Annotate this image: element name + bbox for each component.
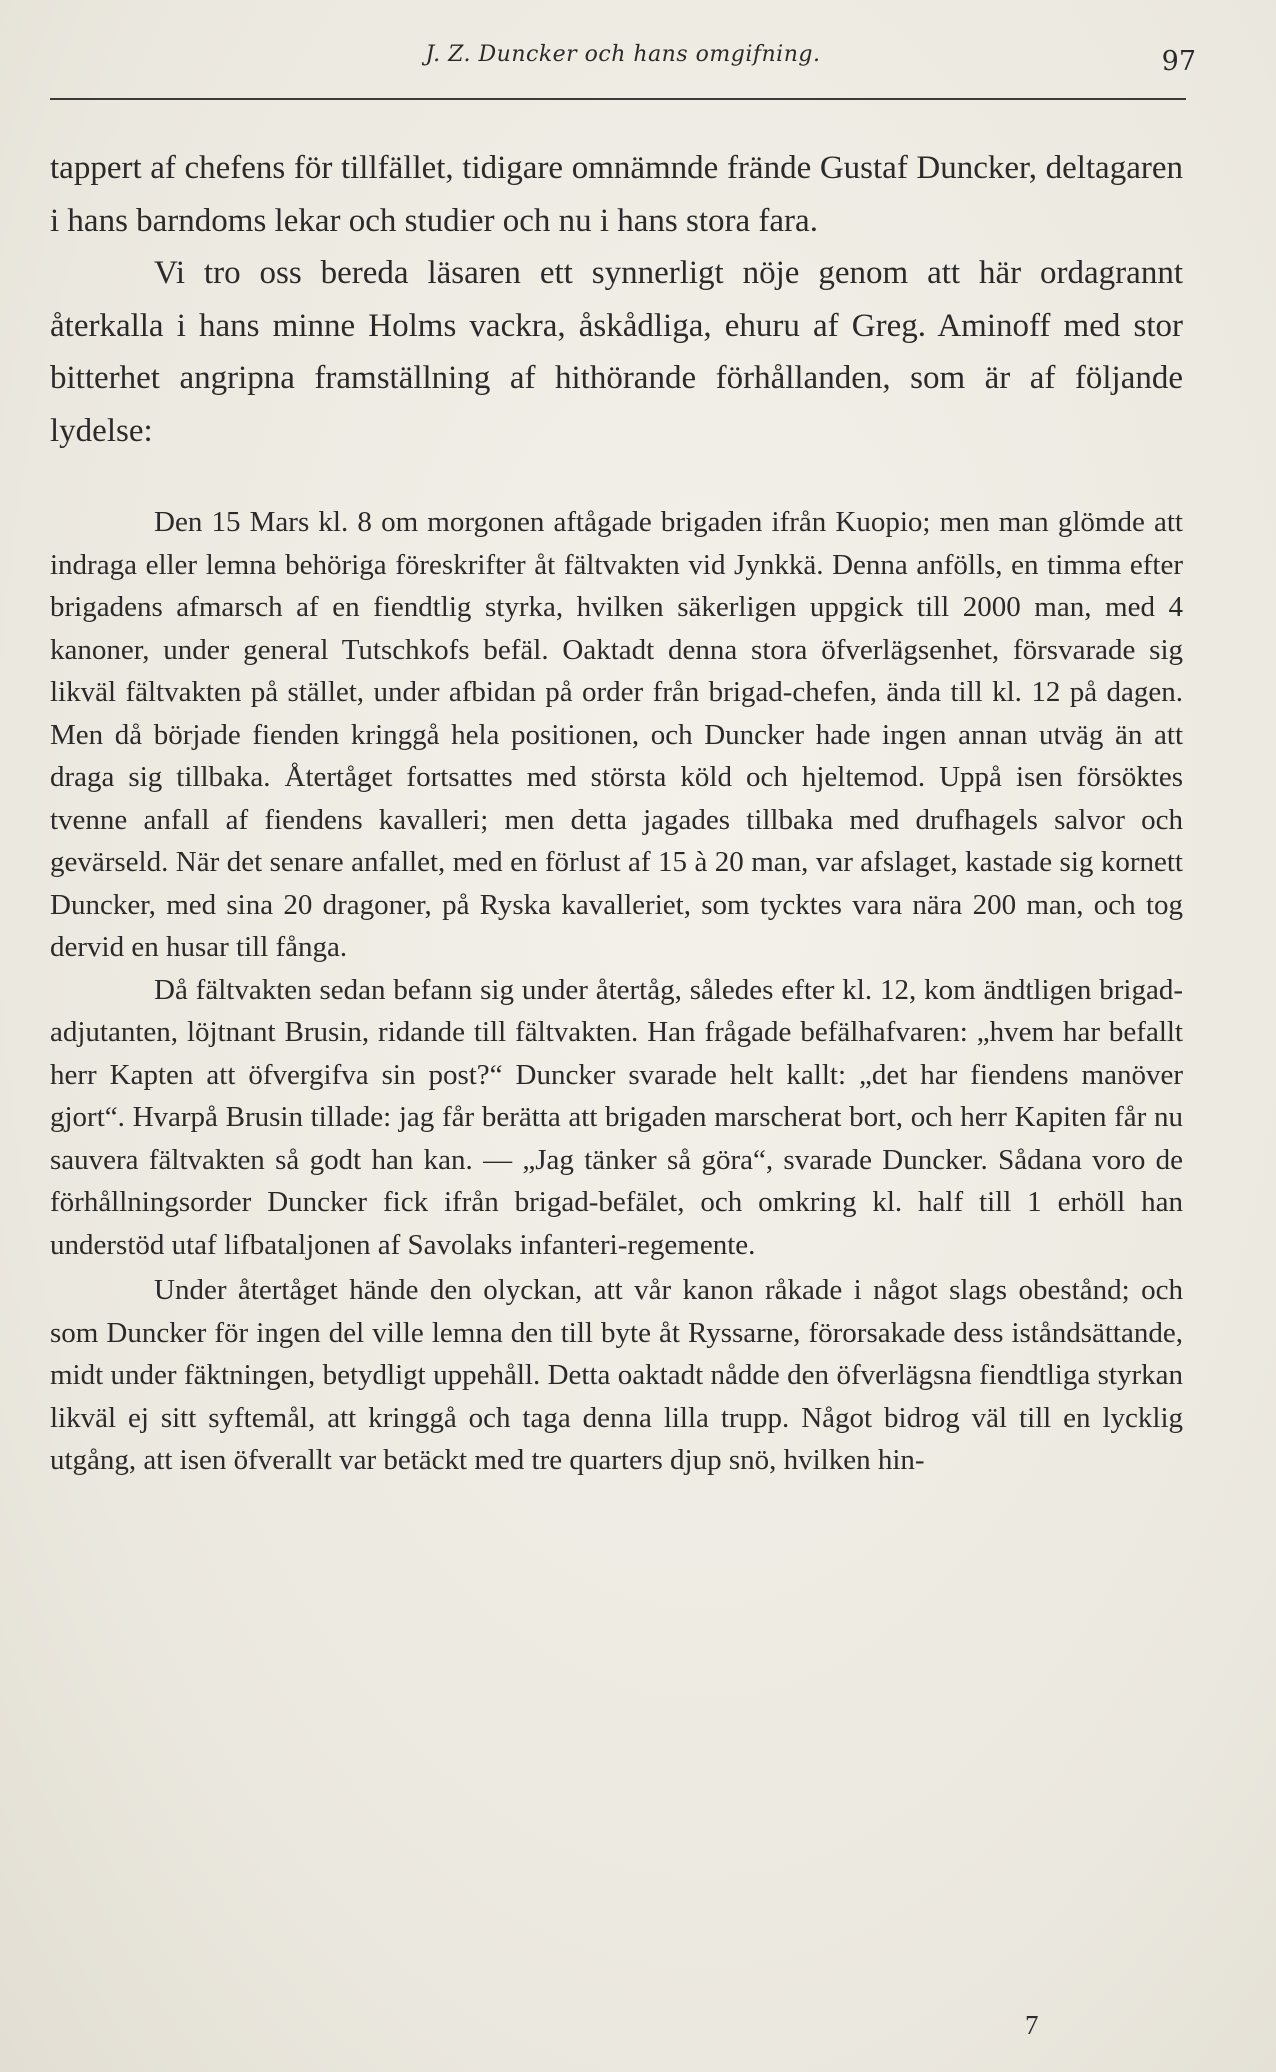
signature-mark: 7 [1025, 2010, 1039, 2040]
paragraph-continuation: tappert af chefens för tillfället, tidigare omnämnde frände Gustaf Duncker, deltagaren i hans barndoms lekar och studier och nu i hans stora fara. [50, 150, 1183, 239]
quote-spacer [50, 457, 1183, 501]
quote-paragraph: Den 15 Mars kl. 8 om morgonen aftågade brigaden ifrån Kuopio; men man glömde att indraga eller lemna behöriga föreskrifter åt fältvakten vid Jynkkä. Denna anfölls, en timma efter brigadens afmarsch af en fiendtlig styrka, hvilken säkerligen uppgick till 2000 man, med 4 kanoner, under general Tutschkofs befäl. Oaktadt denna stora öfverlägsenhet, försvarade sig likväl fältvakten på stället, under afbidan på order från brigad-chefen, ända till kl. 12 på dagen. Men då började fienden kringgå hela positionen, och Duncker hade ingen annan utväg än att draga sig tillbaka. Återtåget fortsattes med största köld och hjeltemod. Uppå isen försöktes tvenne anfall af fiendens kavalleri; men detta jagades tillbaka med drufhagels salvor och gevärseld. När det senare anfallet, med en förlust af 15 à 20 man, var afslaget, kastade sig kornett Duncker, med sina 20 dragoner, på Ryska kavalleriet, som tycktes vara nära 200 man, och tog dervid en husar till fånga. [50, 506, 1183, 963]
running-title: J. Z. Duncker och hans omgifning. [425, 42, 821, 67]
running-head [50, 42, 1196, 82]
body-text [50, 142, 1183, 1482]
header-rule [50, 98, 1186, 100]
quote-paragraph: Under återtåget hände den olyckan, att vår kanon råkade i något slags obestånd; och som Duncker för ingen del ville lemna den till byte åt Ryssarne, förorsakade dess iståndsättande, midt under fäktningen, betydligt uppehåll. Detta oaktadt nådde den öfverlägsna fiendtliga styrkan likväl ej sitt syftemål, att kringgå och taga denna lilla trupp. Något bidrog väl till en lycklig utgång, att isen öfverallt var betäckt med tre quarters djup snö, hvilken hin- [50, 1274, 1183, 1476]
paragraph-intro: Vi tro oss bereda läsaren ett synnerligt nöje genom att här ordagrannt återkalla i hans minne Holms vackra, åskådliga, ehuru af Greg. Aminoff med stor bitterhet angripna framställning af hithörande förhållanden, som är af följande lydelse: [50, 255, 1183, 449]
page-number: 97 [1161, 46, 1196, 77]
quote-paragraph: Då fältvakten sedan befann sig under återtåg, således efter kl. 12, kom ändtligen brigad-adjutanten, löjtnant Brusin, ridande till fältvakten. Han frågade befälhafvaren: „hvem har befallt herr Kapten att öfvergifva sin post?“ Duncker svarade helt kallt: „det har fiendens manöver gjort“. Hvarpå Brusin tillade: jag får berätta att brigaden marscherat bort, och herr Kapiten får nu sauvera fältvakten så godt han kan. — „Jag tänker så göra“, svarade Duncker. Sådana voro de förhållningsorder Duncker fick ifrån brigad-befälet, och omkring kl. half till 1 erhöll han understöd utaf lifbataljonen af Savolaks infanteri-regemente. [50, 973, 1183, 1261]
